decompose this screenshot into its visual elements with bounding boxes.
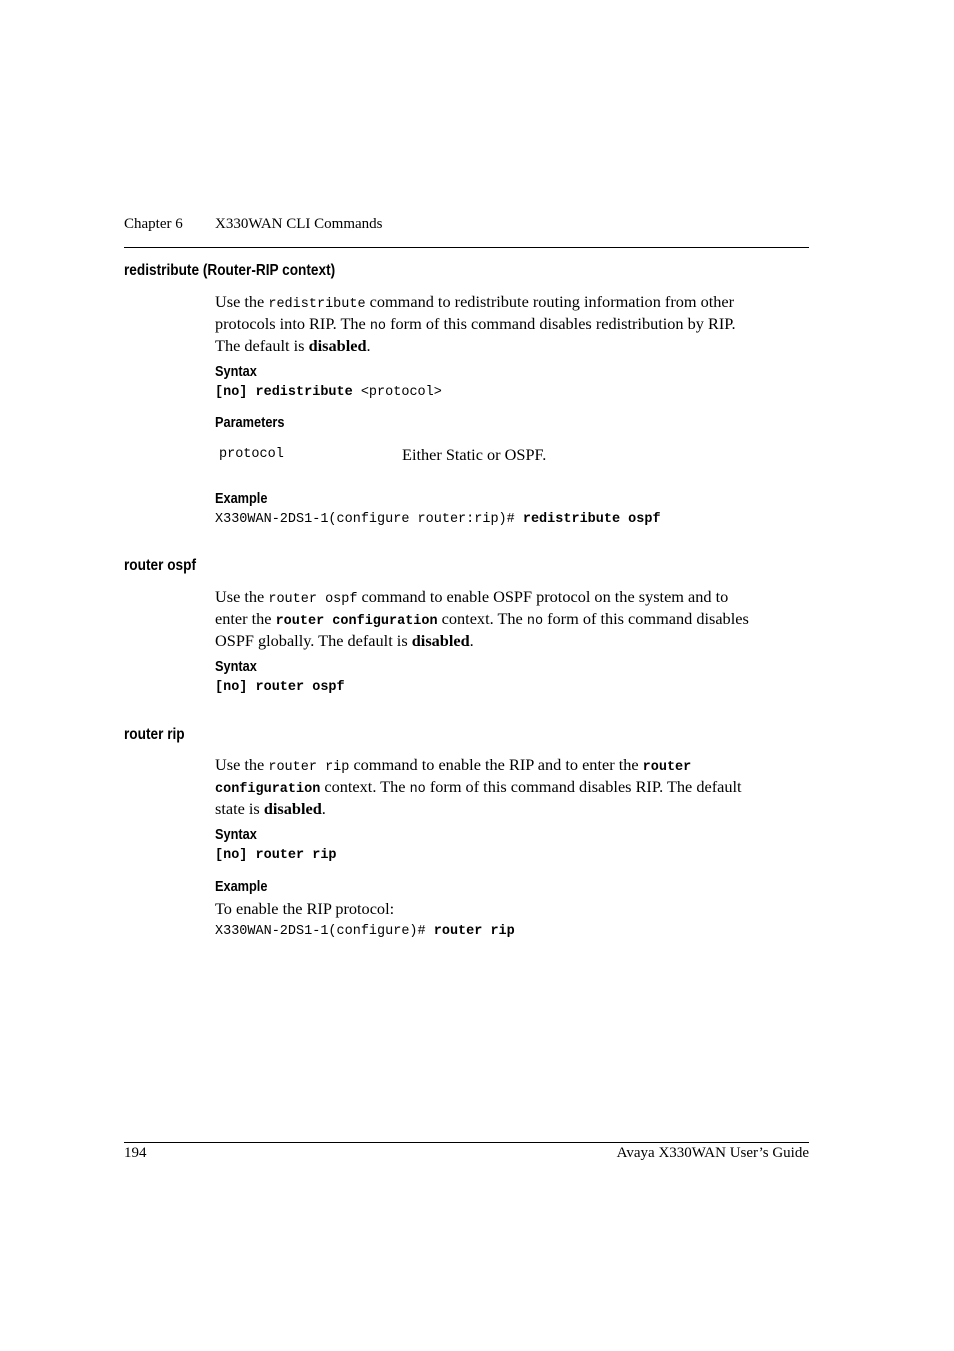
router-rip-description: Use the router rip command to enable the RIP and to enter the router configuration context. The no form of this command disables RIP. The default state is disabled.	[215, 755, 742, 818]
footer-rule	[124, 1142, 809, 1143]
parameters-label: Parameters	[215, 414, 285, 431]
syntax-code: [no] redistribute <protocol>	[215, 385, 442, 400]
param-name: protocol	[219, 447, 284, 462]
example-intro: To enable the RIP protocol:	[215, 899, 395, 918]
chapter-title: X330WAN CLI Commands	[215, 216, 383, 232]
router-ospf-description: Use the router ospf command to enable OSPF protocol on the system and to enter the router configuration context. The no form of this command disables OSPF globally. The default is disabled.	[215, 587, 749, 650]
syntax-code: [no] router ospf	[215, 680, 345, 695]
running-header	[124, 216, 383, 233]
param-description: Either Static or OSPF.	[402, 445, 547, 464]
example-label: Example	[215, 490, 268, 507]
syntax-label: Syntax	[215, 826, 257, 843]
syntax-code: [no] router rip	[215, 848, 337, 863]
page-number: 194	[124, 1145, 147, 1161]
syntax-label: Syntax	[215, 658, 257, 675]
section-heading-router-rip: router rip	[124, 726, 185, 743]
section-heading-router-ospf: router ospf	[124, 557, 196, 574]
chapter-label: Chapter 6	[124, 216, 183, 232]
example-code: X330WAN-2DS1-1(configure)# router rip	[215, 924, 515, 939]
section-heading-redistribute: redistribute (Router-RIP context)	[124, 262, 336, 279]
syntax-label: Syntax	[215, 363, 257, 380]
header-rule	[124, 247, 809, 248]
example-code: X330WAN-2DS1-1(configure router:rip)# redistribute ospf	[215, 512, 661, 527]
redistribute-description: Use the redistribute command to redistribute routing information from other protocols into RIP. The no form of this command disables redistribution by RIP. The default is disabled.	[215, 292, 736, 355]
example-label: Example	[215, 878, 268, 895]
guide-title: Avaya X330WAN User’s Guide	[616, 1145, 809, 1161]
